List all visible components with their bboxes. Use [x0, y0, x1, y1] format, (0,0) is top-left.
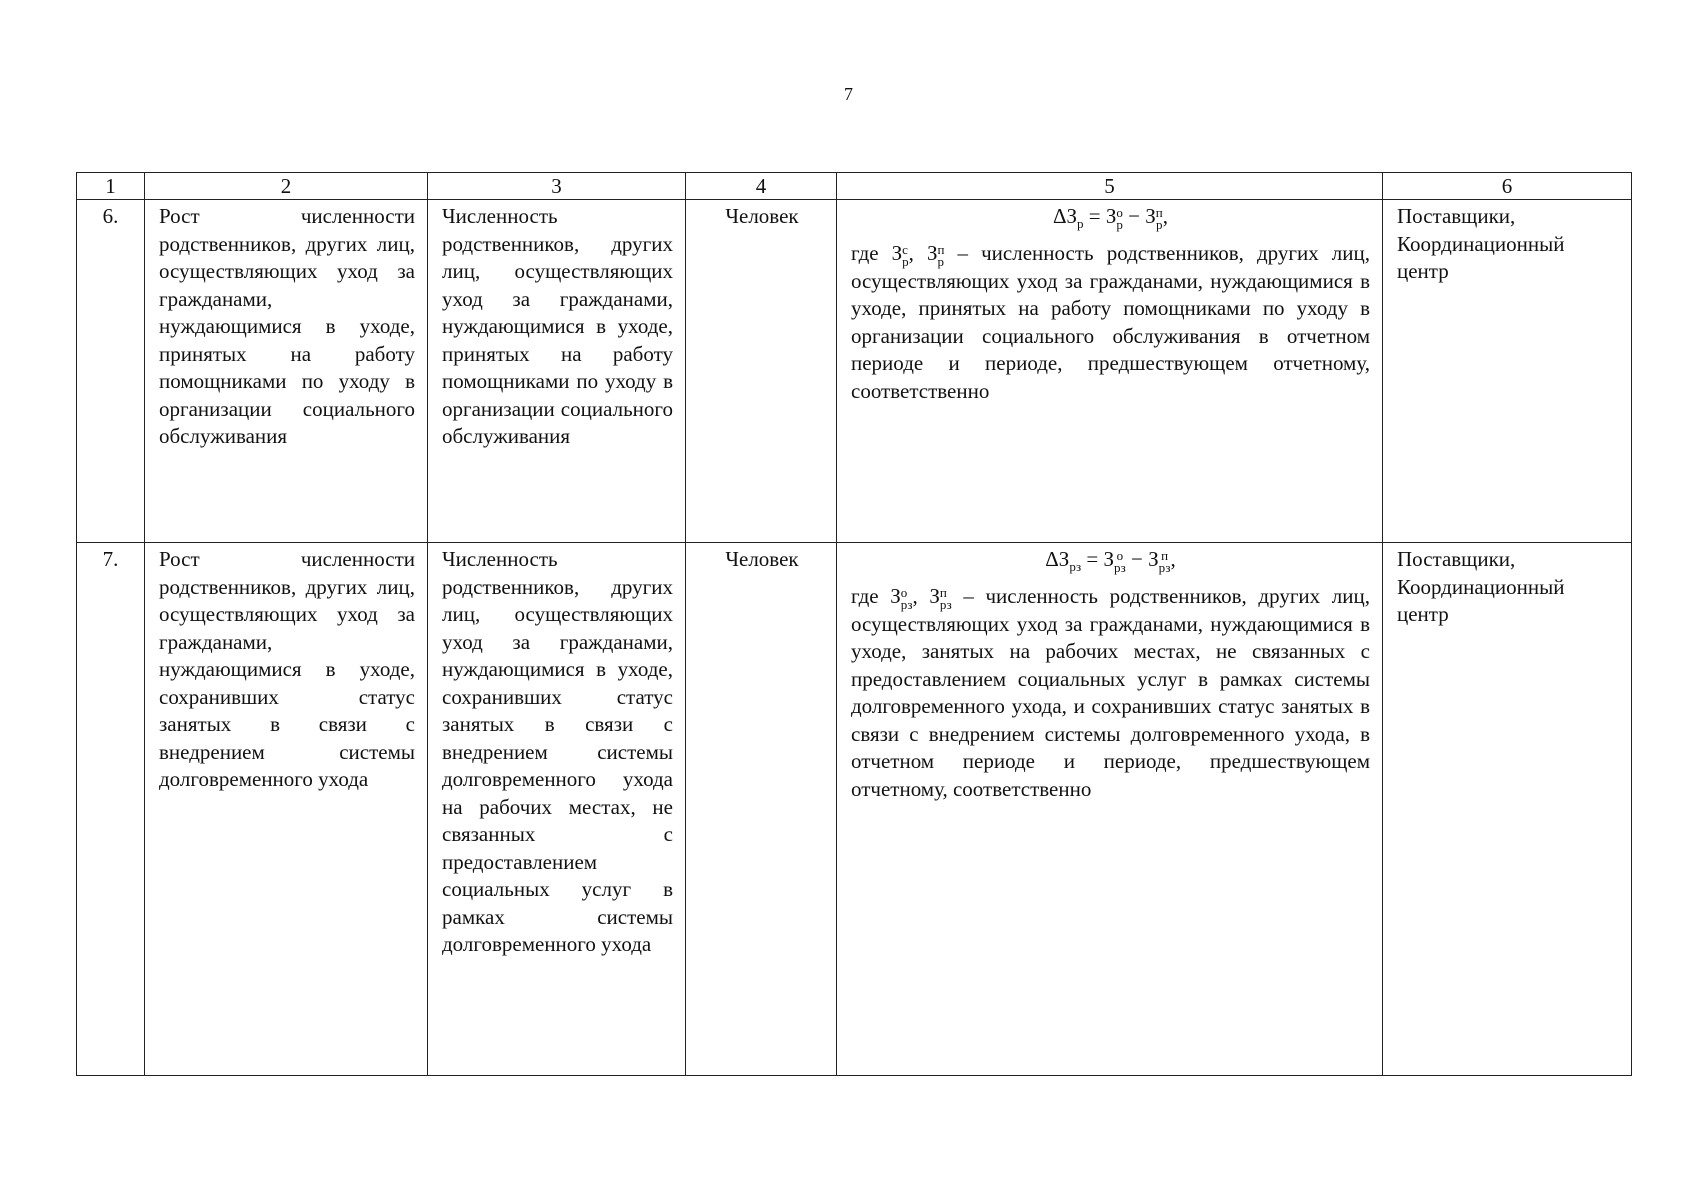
formula: $\Delta З_{рз} = З$ о рз − З п рз ,	[1045, 547, 1176, 575]
calculation-method	[837, 200, 1383, 543]
data-source: Поставщики, Координационный центр	[1383, 543, 1632, 1076]
indicator-definition: Численность родственников, других лиц, осуществляющих уход за гражданами, нуждающимися в уходе, принятых на работу помощниками по уходу в организации социального обслуживания	[428, 200, 686, 543]
indicator-definition: Численность родственников, других лиц, осуществляющих уход за гражданами, нуждающимися в уходе, сохранивших статус занятых в связи с внедрением системы долговременного ухода на рабочих местах, не связанных с предоставлением социальных услуг в рамках системы долговременного ухода	[428, 543, 686, 1076]
unit-of-measure: Человек	[686, 200, 837, 543]
column-header: 3	[428, 173, 686, 200]
data-source: Поставщики, Координационный центр	[1383, 200, 1632, 543]
row-number: 7.	[77, 543, 145, 1076]
indicator-name: Рост численности родственников, других лиц, осуществляющих уход за гражданами, нуждающимися в уходе, сохранивших статус занятых в связи с внедрением системы долговременного ухода	[145, 543, 428, 1076]
formula-explanation: где З о рз , З п рз – численность родственников, других лиц, осуществляющих уход за гражданами, нуждающимися в уходе, занятых на рабочих местах, не связанных с предоставлением социальных услуг в рамках системы долговременного ухода, и сохранивших статус занятых в связи с внедрением системы долговременного ухода, в отчетном периоде и периоде, предшествующем отчетному, соответственно	[851, 583, 1371, 801]
column-header: 6	[1383, 173, 1632, 200]
column-header: 5	[837, 173, 1383, 200]
indicators-table	[76, 172, 1632, 1076]
calculation-method	[837, 543, 1383, 1076]
column-header: 1	[77, 173, 145, 200]
column-header: 2	[145, 173, 428, 200]
formula-explanation: где З с р , З п р – численность родственников, других лиц, осуществляющих уход за гражданами, нуждающимися в уходе, принятых на работу помощниками по уходу в организации социального обслуживания в отчетном периоде и периоде, предшествующем отчетному, соответственно	[851, 240, 1370, 403]
table-row	[77, 543, 1632, 1076]
table-header-row	[77, 173, 1632, 200]
table-row	[77, 200, 1632, 543]
formula: $\Delta З_р = З$ о р − З п р ,	[1053, 204, 1168, 232]
indicator-name: Рост численности родственников, других лиц, осуществляющих уход за гражданами, нуждающимися в уходе, принятых на работу помощниками по уходу в организации социального обслуживания	[145, 200, 428, 543]
page-number: 7	[844, 84, 853, 104]
column-header: 4	[686, 173, 837, 200]
row-number: 6.	[77, 200, 145, 543]
unit-of-measure: Человек	[686, 543, 837, 1076]
